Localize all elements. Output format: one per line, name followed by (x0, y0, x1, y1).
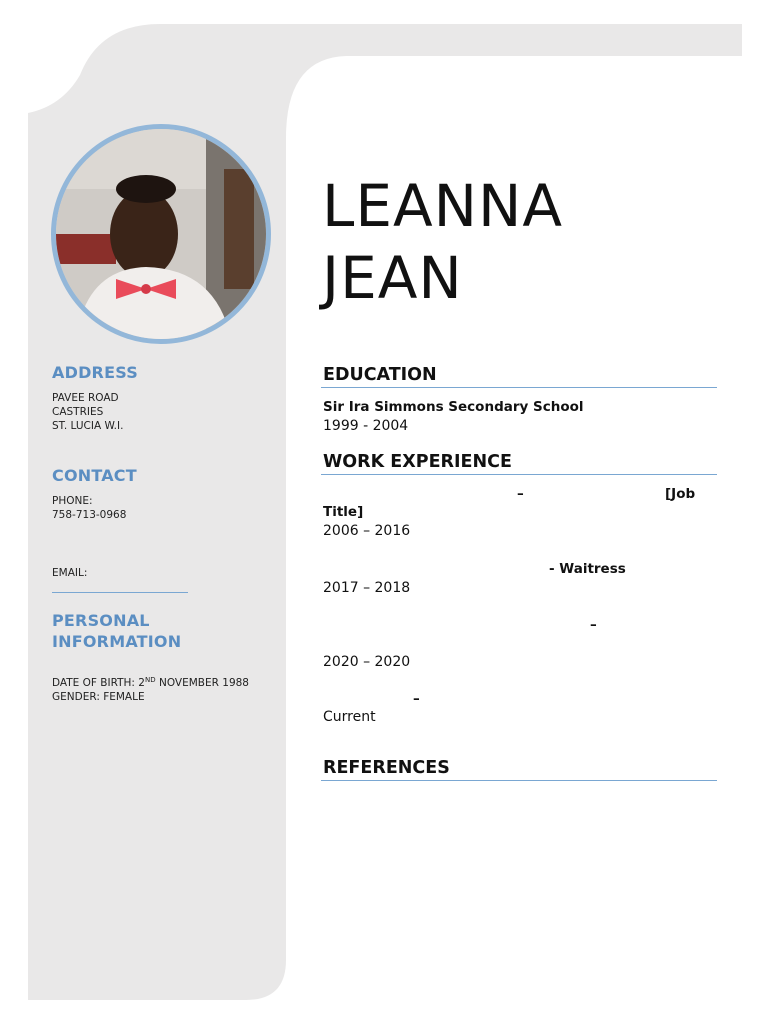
education-years: 1999 - 2004 (323, 418, 409, 434)
work-rule (321, 474, 717, 475)
dob-ordinal: ND (145, 676, 156, 684)
references-heading: REFERENCES (323, 758, 450, 778)
education-rule (321, 387, 717, 388)
work-entry-3-years: 2020 – 2020 (323, 654, 411, 670)
work-entry-1-years: 2006 – 2016 (323, 523, 411, 539)
work-entry-2-years: 2017 – 2018 (323, 580, 411, 596)
contact-divider (52, 592, 188, 593)
work-entry-1-dash: – (517, 486, 524, 502)
work-entry-1-title-part2: Title] (323, 504, 364, 520)
references-rule (321, 780, 717, 781)
personal-heading-line-1: PERSONAL (52, 611, 150, 630)
address-heading: ADDRESS (52, 363, 138, 382)
personal-heading-line-2: INFORMATION (52, 632, 182, 651)
work-entry-3-dash: – (590, 617, 597, 633)
work-heading: WORK EXPERIENCE (323, 452, 512, 472)
dob-prefix: DATE OF BIRTH: 2 (52, 677, 145, 689)
date-of-birth (52, 676, 249, 690)
work-entry-2-title: - Waitress (549, 561, 626, 577)
phone-label: PHONE: (52, 495, 93, 507)
profile-photo (51, 124, 271, 344)
work-entry-4-years: Current (323, 709, 376, 725)
education-school: Sir Ira Simmons Secondary School (323, 399, 584, 415)
work-entry-4-dash: – (413, 691, 420, 707)
education-heading: EDUCATION (323, 365, 437, 385)
gender: GENDER: FEMALE (52, 691, 145, 703)
address-line-1: PAVEE ROAD (52, 392, 119, 404)
dob-suffix: NOVEMBER 1988 (155, 677, 249, 689)
profile-photo-image (56, 129, 266, 339)
candidate-name (322, 170, 563, 314)
address-line-3: ST. LUCIA W.I. (52, 420, 124, 432)
email-label: EMAIL: (52, 567, 88, 579)
name-last: JEAN (322, 244, 463, 312)
address-line-2: CASTRIES (52, 406, 104, 418)
name-first: LEANNA (322, 172, 564, 240)
phone-number: 758-713-0968 (52, 509, 127, 521)
contact-heading: CONTACT (52, 466, 137, 485)
work-entry-1-title-part1: [Job (665, 486, 696, 502)
